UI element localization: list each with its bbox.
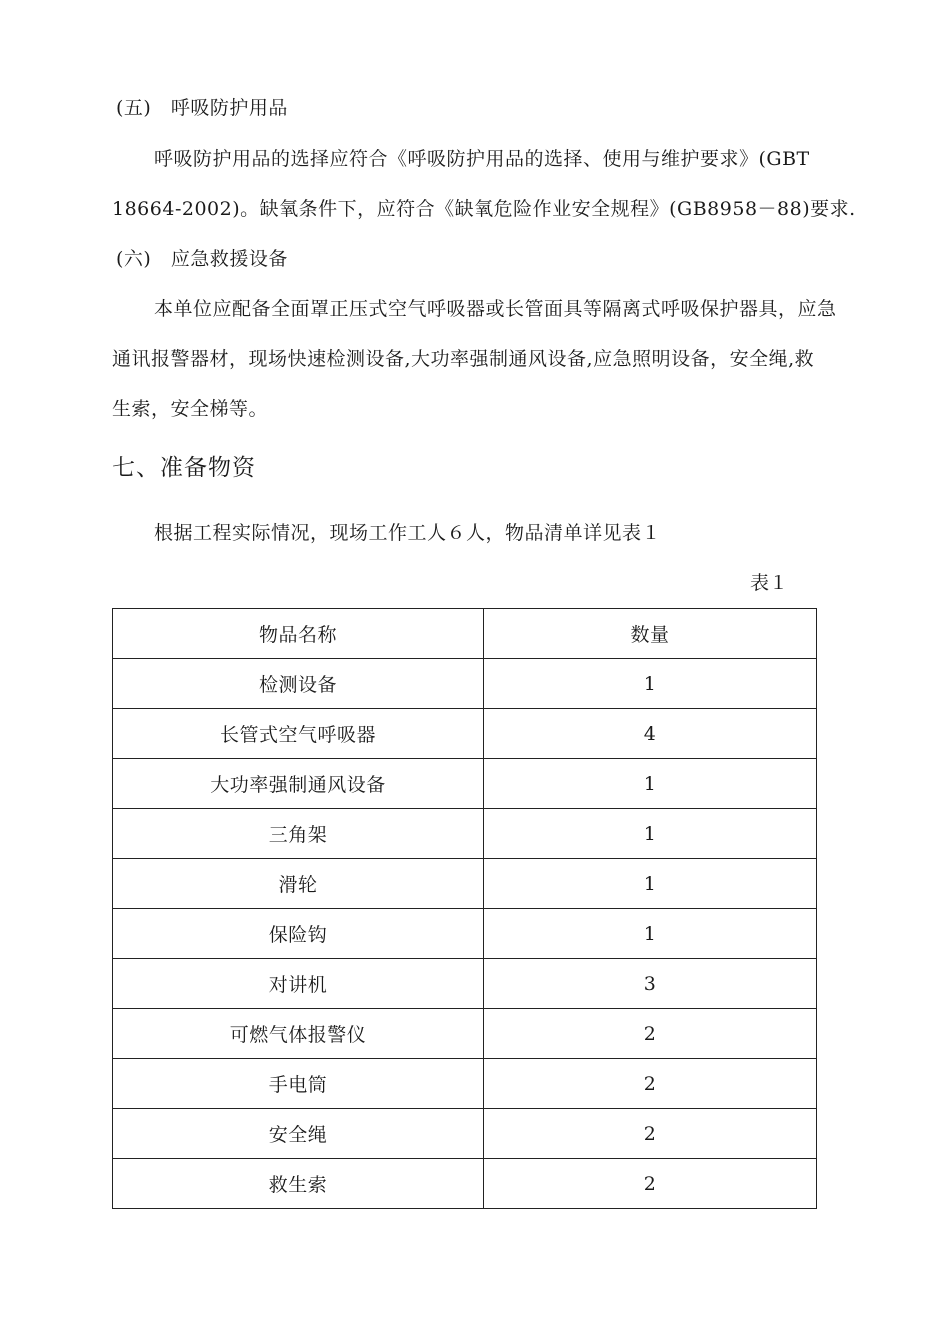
item-name-cell: 保险钩 [113, 909, 484, 959]
section-6-heading: (六) 应急救援设备 [116, 248, 288, 270]
table-row [113, 1009, 817, 1059]
quantity-cell: 3 [484, 959, 817, 1009]
column-header-quantity: 数量 [484, 609, 817, 659]
table-row [113, 709, 817, 759]
item-name-cell: 安全绳 [113, 1109, 484, 1159]
section-6-paragraph-line-3: 生索，安全梯等。 [112, 398, 269, 420]
table-row [113, 1109, 817, 1159]
item-name-cell: 大功率强制通风设备 [113, 759, 484, 809]
table-row [113, 659, 817, 709]
table-header-row [113, 609, 817, 659]
table-row [113, 809, 817, 859]
quantity-cell: 1 [484, 809, 817, 859]
section-7-intro: 根据工程实际情况，现场工作工人６人，物品清单详见表１ [154, 522, 662, 544]
item-name-cell: 可燃气体报警仪 [113, 1009, 484, 1059]
section-7-heading: 七、准备物资 [112, 455, 256, 481]
table-row [113, 859, 817, 909]
section-5-paragraph-line-2: 18664-2002)。缺氧条件下，应符合《缺氧危险作业安全规程》(GB8958－88)要求. [112, 198, 856, 220]
item-name-cell: 救生索 [113, 1159, 484, 1209]
table-row [113, 959, 817, 1009]
item-name-cell: 三角架 [113, 809, 484, 859]
quantity-cell: 2 [484, 1059, 817, 1109]
table-row [113, 1159, 817, 1209]
quantity-cell: 2 [484, 1009, 817, 1059]
column-header-item-name: 物品名称 [113, 609, 484, 659]
section-5-heading: (五) 呼吸防护用品 [116, 97, 288, 119]
quantity-cell: 2 [484, 1109, 817, 1159]
quantity-cell: 1 [484, 909, 817, 959]
item-name-cell: 滑轮 [113, 859, 484, 909]
table-caption: 表１ [749, 572, 788, 594]
section-5-paragraph-line-1: 呼吸防护用品的选择应符合《呼吸防护用品的选择、使用与维护要求》(GBT [154, 148, 810, 170]
item-name-cell: 手电筒 [113, 1059, 484, 1109]
section-6-paragraph-line-2: 通讯报警器材，现场快速检测设备,大功率强制通风设备,应急照明设备，安全绳,救 [112, 348, 815, 370]
quantity-cell: 2 [484, 1159, 817, 1209]
quantity-cell: 1 [484, 759, 817, 809]
materials-table [112, 608, 817, 1209]
item-name-cell: 检测设备 [113, 659, 484, 709]
table-row [113, 1059, 817, 1109]
item-name-cell: 长管式空气呼吸器 [113, 709, 484, 759]
quantity-cell: 4 [484, 709, 817, 759]
quantity-cell: 1 [484, 659, 817, 709]
quantity-cell: 1 [484, 859, 817, 909]
section-6-paragraph-line-1: 本单位应配备全面罩正压式空气呼吸器或长管面具等隔离式呼吸保护器具，应急 [154, 298, 837, 320]
table-row [113, 909, 817, 959]
item-name-cell: 对讲机 [113, 959, 484, 1009]
table-row [113, 759, 817, 809]
